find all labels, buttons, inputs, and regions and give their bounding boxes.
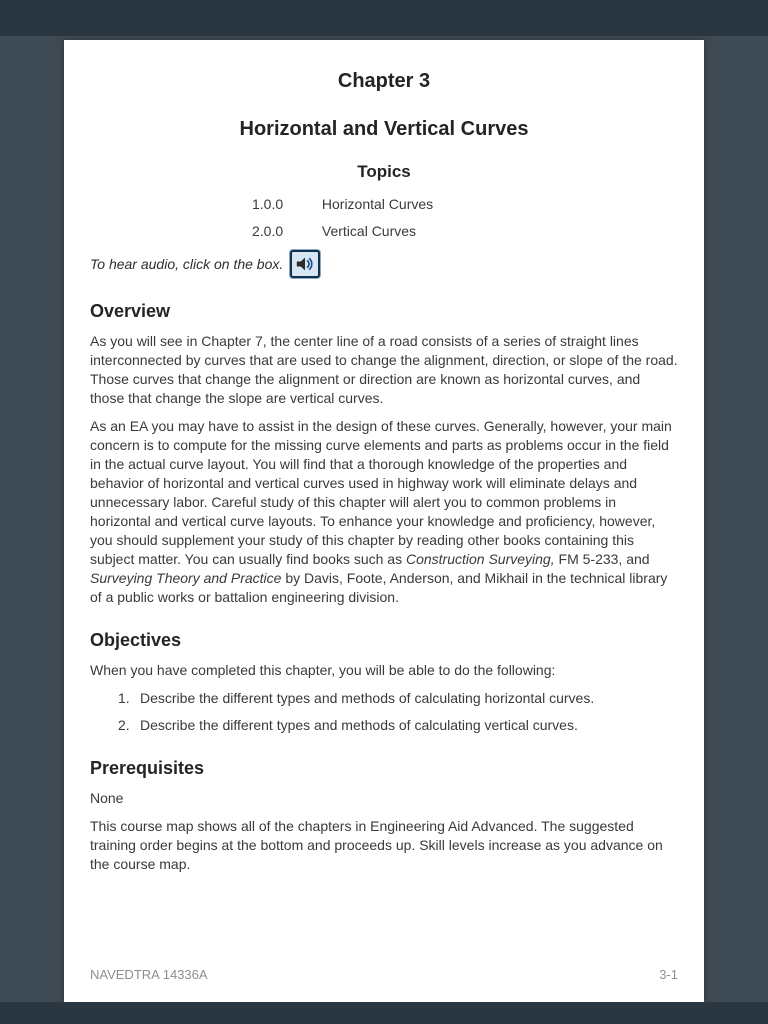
topic-number: 2.0.0: [252, 223, 284, 239]
audio-row: [90, 250, 678, 278]
viewer-bottom-bar: [0, 1002, 768, 1024]
chapter-title: Horizontal and Vertical Curves: [239, 118, 529, 140]
objective-number: 1.: [118, 690, 130, 706]
overview-heading: Overview: [90, 301, 171, 321]
objectives-list: [90, 689, 678, 735]
viewer-top-bar: [0, 0, 768, 36]
page-footer: [90, 967, 678, 982]
objective-text: Describe the different types and methods of calculating horizontal curves.: [140, 690, 595, 706]
objectives-intro: When you have completed this chapter, you will be able to do the following:: [90, 662, 556, 678]
topic-item: [252, 196, 678, 212]
chapter-heading: Chapter 3: [337, 70, 431, 92]
page-content: [64, 40, 704, 874]
topics-heading: Topics: [357, 162, 411, 181]
topic-label: Vertical Curves: [321, 223, 417, 239]
objective-item: [118, 689, 678, 708]
overview-paragraph-1: As you will see in Chapter 7, the center line of a road consists of a series of straight lines interconnected by curves that are used to change the alignment, direction, or slope of the road. Those curves that change the alignment or direction are known as horizontal curves, and those that change the slope are vertical curves.: [90, 333, 678, 406]
prerequisites-body: This course map shows all of the chapters in Engineering Aid Advanced. The suggested training order begins at the bottom and proceeds up. Skill levels increase as you advance on the course map.: [90, 818, 663, 872]
overview-paragraph-2: As an EA you may have to assist in the design of these curves. Generally, however, your main concern is to compute for the missing curve elements and parts as problems occur in the field in the actual curve layout. You will find that a thorough knowledge of the properties and behavior of horizontal and vertical curves used in highway work will eliminate delays and unnecessary labor. Careful study of this chapter will alert you to common problems in horizontal and vertical curve layouts. To enhance your knowledge and proficiency, however, you should supplement your study of this chapter by reading other books containing this subject matter. You can usually find books such as Construction Surveying, FM 5-233, and Surveying Theory and Practice by Davis, Foote, Anderson, and Mikhail in the technical library of a public works or battalion engineering division.: [90, 418, 672, 605]
footer-document-id: NAVEDTRA 14336A: [90, 967, 208, 982]
topic-number: 1.0.0: [252, 196, 284, 212]
footer-page-number: 3-1: [659, 967, 678, 982]
objective-number: 2.: [118, 717, 130, 733]
objective-item: [118, 716, 678, 735]
audio-play-button[interactable]: [290, 250, 320, 278]
prerequisites-heading: Prerequisites: [90, 758, 205, 778]
topics-list: [90, 196, 678, 239]
audio-instruction: To hear audio, click on the box.: [90, 256, 284, 272]
topic-label: Horizontal Curves: [321, 196, 434, 212]
objectives-heading: Objectives: [90, 630, 182, 650]
objective-text: Describe the different types and methods of calculating vertical curves.: [140, 717, 578, 733]
prerequisites-none: None: [90, 790, 124, 806]
document-page: [64, 40, 704, 1002]
speaker-icon: [295, 255, 315, 273]
topic-item: [252, 223, 678, 239]
